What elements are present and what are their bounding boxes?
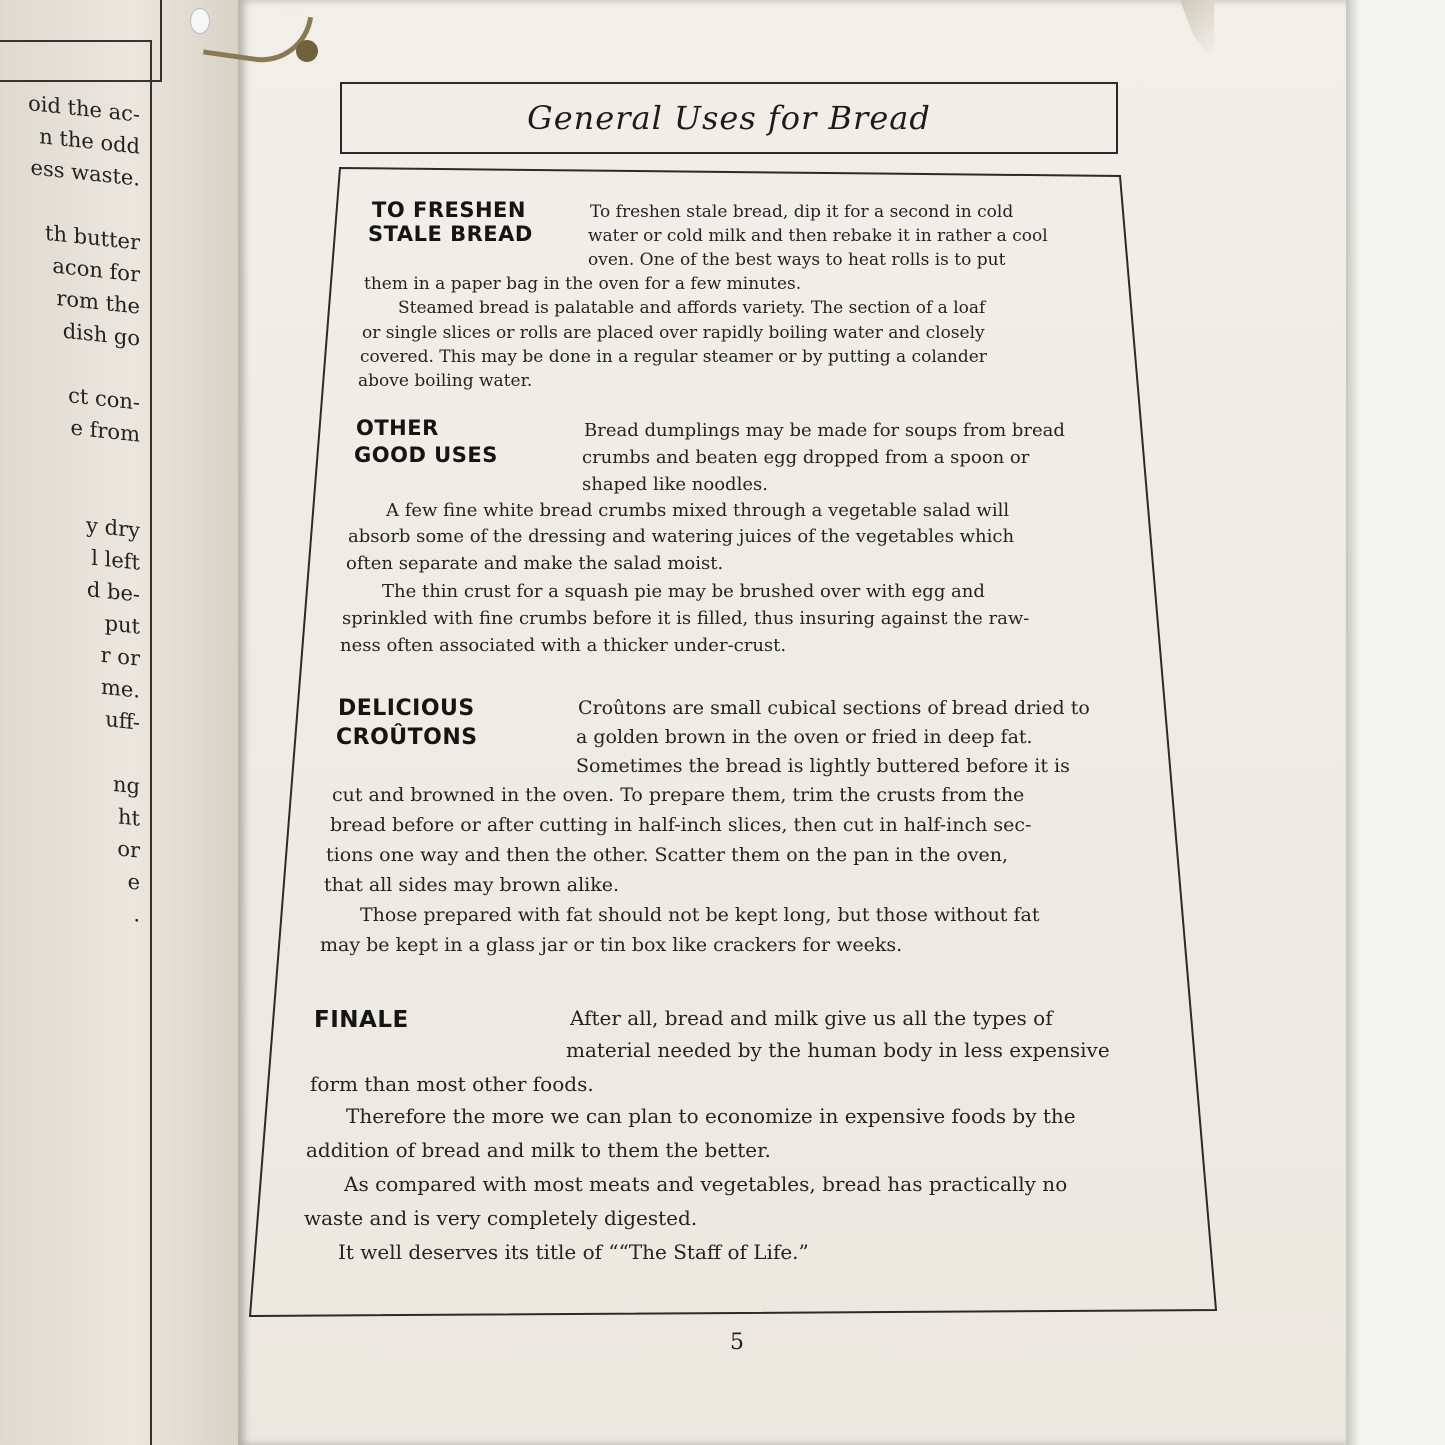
left-line: ess waste. <box>30 155 140 191</box>
croutons-line: Sometimes the bread is lightly buttered before it is <box>576 755 1070 777</box>
finale-line: As compared with most meats and vegetables, bread has practically no <box>344 1172 1068 1196</box>
finale-line: material needed by the human body in less expensive <box>566 1038 1110 1062</box>
left-line: r or <box>100 642 140 671</box>
croutons-line: cut and browned in the oven. To prepare them, trim the crusts from the <box>332 784 1025 806</box>
croutons-heading-1: DELICIOUS <box>338 696 475 721</box>
freshen-line: above boiling water. <box>358 371 533 391</box>
left-line: d be- <box>86 577 140 607</box>
finale-line: After all, bread and milk give us all the types of <box>570 1006 1053 1030</box>
croutons-line: that all sides may brown alike. <box>324 874 620 896</box>
left-line: y dry <box>86 513 140 543</box>
freshen-line: or single slices or rolls are placed over rapidly boiling water and closely <box>362 323 985 343</box>
freshen-line: them in a paper bag in the oven for a few minutes. <box>364 274 802 294</box>
left-line: l left <box>91 545 140 575</box>
other-line: shaped like noodles. <box>582 474 768 495</box>
freshen-line: Steamed bread is palatable and affords variety. The section of a loaf <box>398 298 986 318</box>
left-line: acon for <box>52 253 140 287</box>
other-heading-1: OTHER <box>356 416 439 440</box>
left-line: put <box>104 610 140 639</box>
finale-line: waste and is very completely digested. <box>304 1206 698 1230</box>
left-line: th butter <box>45 220 140 255</box>
left-line: oid the ac- <box>28 90 140 127</box>
other-line: A few fine white bread crumbs mixed through a vegetable salad will <box>386 500 1010 521</box>
left-line: ng <box>113 771 140 799</box>
freshen-heading-1: TO FRESHEN <box>372 198 526 222</box>
other-line: often separate and make the salad moist. <box>346 553 724 574</box>
other-line: ness often associated with a thicker under-crust. <box>340 635 787 656</box>
other-line: sprinkled with fine crumbs before it is filled, thus insuring against the raw- <box>342 608 1030 629</box>
left-line: ht <box>118 804 140 831</box>
freshen-line: covered. This may be done in a regular steamer or by putting a colander <box>360 347 987 367</box>
croutons-line: may be kept in a glass jar or tin box like crackers for weeks. <box>320 934 903 956</box>
left-line: rom the <box>56 285 140 319</box>
freshen-line: water or cold milk and then rebake it in rather a cool <box>588 226 1048 246</box>
croutons-line: tions one way and then the other. Scatter them on the pan in the oven, <box>326 844 1009 866</box>
finale-heading: FINALE <box>314 1007 409 1033</box>
page-number: 5 <box>730 1330 744 1355</box>
other-line: Bread dumplings may be made for soups from bread <box>584 420 1065 441</box>
finale-line: form than most other foods. <box>310 1072 594 1096</box>
finale-line: Therefore the more we can plan to economize in expensive foods by the <box>346 1104 1076 1128</box>
freshen-line: To freshen stale bread, dip it for a second in cold <box>590 202 1014 222</box>
finale-line: It well deserves its title of ““The Staff of Life.” <box>338 1240 809 1264</box>
page-title: General Uses for Bread <box>527 99 931 137</box>
left-line: n the odd <box>39 124 140 159</box>
freshen-line: oven. One of the best ways to heat rolls is to put <box>588 250 1006 270</box>
left-line: e from <box>70 415 140 447</box>
croutons-line: Those prepared with fat should not be kept long, but those without fat <box>360 904 1040 926</box>
other-line: absorb some of the dressing and watering juices of the vegetables which <box>348 526 1015 547</box>
left-line: e <box>127 869 140 895</box>
croutons-line: Croûtons are small cubical sections of bread dried to <box>578 697 1090 719</box>
left-line: dish go <box>62 318 140 351</box>
other-line: crumbs and beaten egg dropped from a spoon or <box>582 447 1030 468</box>
croutons-line: a golden brown in the oven or fried in deep fat. <box>576 726 1033 748</box>
croutons-heading-2: CROÛTONS <box>336 725 478 750</box>
other-heading-2: GOOD USES <box>354 443 498 467</box>
left-line: . <box>133 902 140 927</box>
finale-line: addition of bread and milk to them the better. <box>306 1138 771 1162</box>
left-line: ct con- <box>68 383 140 415</box>
left-line: or <box>117 836 140 863</box>
other-line: The thin crust for a squash pie may be brushed over with egg and <box>382 581 985 602</box>
freshen-heading-2: STALE BREAD <box>368 222 533 246</box>
croutons-line: bread before or after cutting in half-inch slices, then cut in half-inch sec- <box>330 814 1032 836</box>
left-line: uff- <box>105 707 140 735</box>
left-line: me. <box>100 674 140 703</box>
